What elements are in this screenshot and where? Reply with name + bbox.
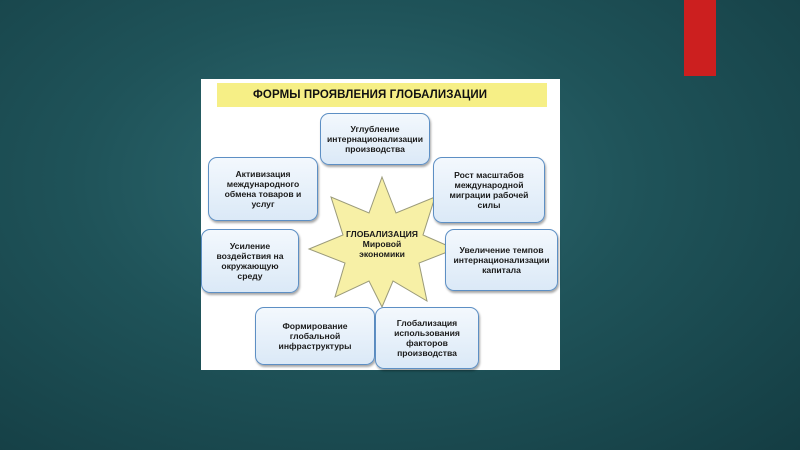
diagram-title: ФОРМЫ ПРОЯВЛЕНИЯ ГЛОБАЛИЗАЦИИ <box>217 83 547 107</box>
box-capital-internationalization: Увеличение темпов интернационализации капитала <box>445 229 558 291</box>
globalization-diagram <box>201 79 560 370</box>
center-label: ГЛОБАЛИЗАЦИЯ Мировой экономики <box>346 229 418 259</box>
box-internationalization-production: Углубление интернационализации производства <box>320 113 430 165</box>
box-factors-globalization: Глобализация использования факторов производства <box>375 307 479 369</box>
box-trade-activation: Активизация международного обмена товаров и услуг <box>208 157 318 221</box>
box-labor-migration: Рост масштабов международной миграции рабочей силы <box>433 157 545 223</box>
box-global-infrastructure: Формирование глобальной инфраструктуры <box>255 307 375 365</box>
box-environment-impact: Усиление воздействия на окружающую среду <box>201 229 299 293</box>
accent-bar <box>684 0 716 76</box>
